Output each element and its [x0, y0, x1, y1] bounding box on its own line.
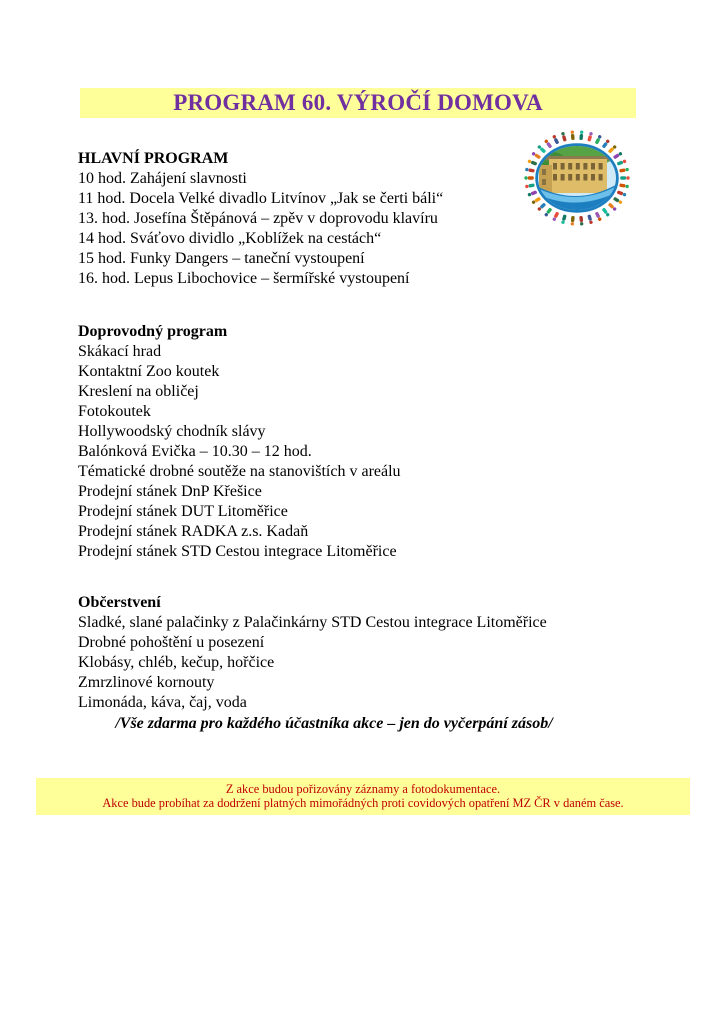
program-item: 10 hod. Zahájení slavnosti — [78, 170, 247, 187]
program-item: Prodejní stánek STD Cestou integrace Litoměřice — [78, 543, 397, 560]
program-item: Prodejní stánek DUT Litoměřice — [78, 503, 288, 520]
program-item: Fotokoutek — [78, 403, 151, 420]
program-item: Zmrzlinové kornouty — [78, 674, 215, 691]
program-item: 16. hod. Lepus Libochovice – šermířské vystoupení — [78, 270, 410, 287]
document-title: PROGRAM 60. VÝROČÍ DOMOVA — [173, 90, 543, 115]
title-banner — [80, 88, 636, 118]
program-item: Sladké, slané palačinky z Palačinkárny STD Cestou integrace Litoměřice — [78, 614, 547, 631]
program-item: 11 hod. Docela Velké divadlo Litvínov „Jak se čerti báli“ — [78, 190, 444, 207]
program-item: Skákací hrad — [78, 343, 162, 360]
section-refreshments — [78, 593, 638, 713]
footer-line: Akce bude probíhat za dodržení platných mimořádných proti covidových opatření MZ ČR v daném čase. — [102, 796, 624, 810]
program-item: Prodejní stánek RADKA z.s. Kadaň — [78, 523, 309, 540]
program-item: Drobné pohoštění u posezení — [78, 634, 265, 651]
section-accompanying-program — [78, 322, 638, 562]
section-heading: Doprovodný program — [78, 323, 228, 340]
section-heading: HLAVNÍ PROGRAM — [78, 150, 229, 167]
program-item: Tématické drobné soutěže na stanovištích v areálu — [78, 463, 401, 480]
program-item: Hollywoodský chodník slávy — [78, 423, 266, 440]
program-item: 14 hod. Sváťovo dividlo „Koblížek na cestách“ — [78, 230, 382, 247]
program-item: Prodejní stánek DnP Křešice — [78, 483, 262, 500]
program-item: Kontaktní Zoo koutek — [78, 363, 220, 380]
footer-line: Z akce budou pořizovány záznamy a fotodokumentace. — [225, 782, 501, 796]
program-item: Balónková Evička – 10.30 – 12 hod. — [78, 443, 312, 460]
free-admission-note: /Vše zdarma pro každého účastníka akce – jen do vyčerpání zásob/ — [115, 715, 553, 732]
program-item: 15 hod. Funky Dangers – taneční vystoupení — [78, 250, 365, 267]
program-item: Limonáda, káva, čaj, voda — [78, 694, 247, 711]
program-item: Klobásy, chléb, kečup, hořčice — [78, 654, 275, 671]
section-heading: Občerstvení — [78, 594, 161, 611]
program-item: Kreslení na obličej — [78, 383, 199, 400]
section-main-program — [78, 149, 638, 289]
footer-banner — [36, 778, 690, 815]
program-item: 13. hod. Josefína Štěpánová – zpěv v doprovodu klavíru — [78, 210, 438, 227]
